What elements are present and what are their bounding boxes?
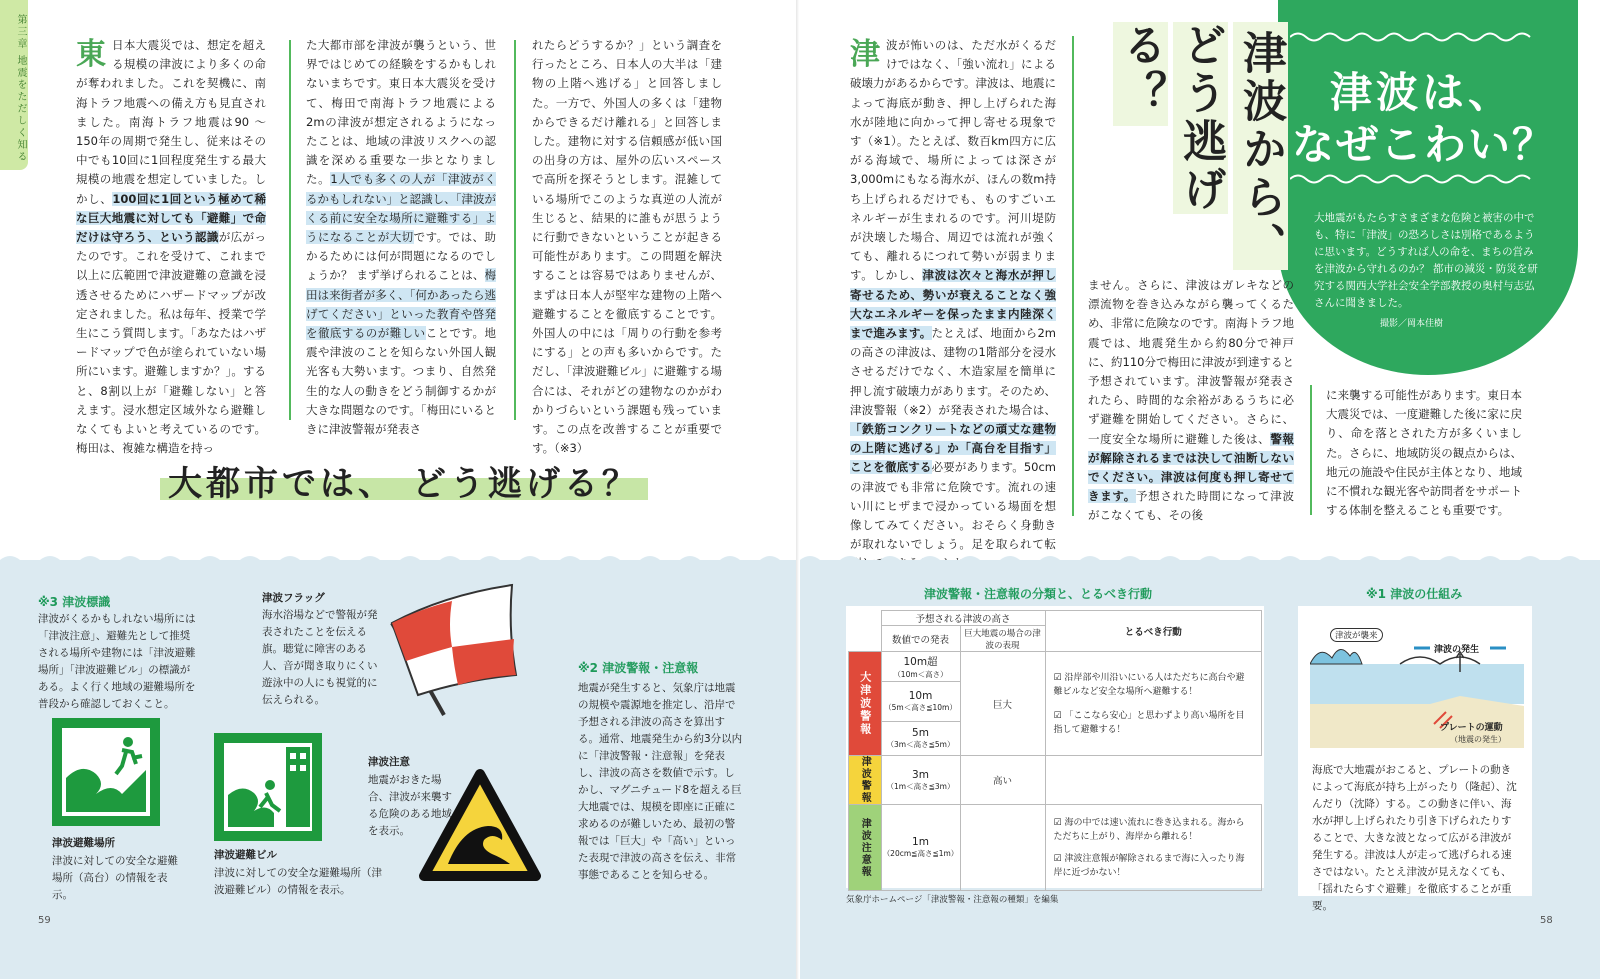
- action-1b: ☑ 「ここなら安心」と思わずより高い場所を目指して避難する！: [1053, 710, 1245, 735]
- table-title: 津波警報・注意報の分類と、とるべき行動: [924, 587, 1153, 601]
- dropcap: 津: [850, 37, 880, 72]
- text: に来襲する可能性があります。東日本大震災では、一度避難した後に家に戻り、命を落とされた方が多くいました。さらに、地域防災の観点からは、地元の施設や住民が主体となり、地域に不慣れな観光客や訪問者をサポートする体制を整えることも重要です。: [1326, 388, 1522, 518]
- sign3-title: 津波注意: [368, 756, 410, 768]
- page-number: 59: [38, 915, 51, 926]
- text: 予想された時間になって津波がこなくても、その後: [1088, 489, 1294, 523]
- text: れたらどうするか？」という調査を行ったところ、日本人の大半は「建物の上階へ逃げる」と回答しました。一方で、外国人の多くは「建物からできるだけ離れる」と回答しました。建物に対する信頼感が低い国の出身の方は、屋外の広いスペースで高所を探そうとします。混雑している場所でこのような真逆の人流が生じると、結果的に誰もが思うように行動できないということが起きる可能性があります。この問題を解決することは容易ではありませんが、まずは日本人が堅牢な建物の上階へ避難することを徹底することです。外国人の中には「周りの行動を参考にする」との声も多いからです。ただし、「津波避難ビル」に避難する場合には、それがどの建物なのかがわかりづらいという課題も残っています。この点を改善することが重要です。（※3）: [532, 38, 722, 456]
- text: が広がったのです。これを受けて、これまで以上に広範囲で津波避難の意識を浸透させるためにハザードマップが改定されました。私は毎年、授業で学生にこう質問します。「あなたはハザードマップで色が塗られていない場所にいます。避難しますか？」。すると、8割以上が「避難しない」と答えます。浸水想定区域外なら避難しなくてもよいと考えているのです。梅田は、複雑な構造を持っ: [76, 230, 267, 456]
- note2-title: ※2 津波警報・注意報: [578, 661, 699, 675]
- evacuation-area-sign-icon: [52, 718, 160, 826]
- range: （10m＜高さ）: [893, 669, 948, 679]
- diagram-label-arrival: 津波が襲来: [1330, 628, 1383, 642]
- column-rule: [289, 40, 291, 420]
- value: 5m: [912, 727, 929, 739]
- row5-value: [881, 805, 960, 891]
- value: 10m: [908, 690, 933, 702]
- sign2-text: 津波に対しての安全な避難場所（津波避難ビル）の情報を表示。: [214, 867, 382, 896]
- text: 日本大震災では、想定を超える規模の津波により多くの命が奪われました。これを契機に、南海トラフ地震への備え方も見直されました。南海トラフ地震は90 〜 150年の周期で発生し、従来はその中でも10回に1回程度発生する最大規模の地震を想定していました。しかし、: [76, 38, 266, 206]
- sign1-text: 津波に対しての安全な避難場所（高台）の情報を表示。: [52, 855, 178, 901]
- cat-warning: 津波警報: [849, 756, 882, 805]
- cat-advisory: 津波注意報: [849, 805, 882, 891]
- text: た大都市部を津波が襲うという、世界ではじめての経験をするかもしれないまちです。東日本大震災を受けて、梅田で南海トラフ地震による2mの津波が想定されるようになったことは、地域の津波リスクへの認識を深める重要な一歩となりました。: [306, 38, 496, 187]
- right-column-1: [850, 36, 1056, 574]
- column-rule: [1072, 36, 1074, 516]
- diagram-label-plate-sub: （地震の発生）: [1450, 735, 1506, 744]
- title-box: [1278, 0, 1578, 375]
- diagram-label-origin: 津波の発生: [1434, 645, 1480, 655]
- text: ません。さらに、津波はガレキなどの漂流物を巻き込みながら襲ってくるため、非常に危険なのです。南海トラフ地震では、地震発生から約80分で神戸に、約110分で梅田に津波が到達すると予想されています。津波警報が発表されたら、時間的な余裕があるうちに必ず避難を開始してください。さらに、一度安全な場所に避難した後は、: [1088, 278, 1294, 446]
- expr-high: 高い: [960, 756, 1045, 805]
- range: （5m＜高さ≦10m）: [884, 703, 957, 712]
- note1-title: ※1 津波の仕組み: [1366, 587, 1463, 601]
- text: 必要があります。50cmの津波でも非常に危険です。流れの速い川にヒザまで浸かっている場面を想像してみてください。おそらく身動きが取れないでしょう。足を取られて転: [850, 460, 1057, 552]
- range: （1m＜高さ≦3m）: [886, 781, 955, 791]
- action-2a: ☑ 海の中では速い流れに巻き込まれる。海からただちに上がり、海岸から離れる！: [1053, 817, 1245, 842]
- tsunami-caution-sign-icon: [418, 768, 542, 884]
- action-2b: ☑ 津波注意報が解除されるまで海に入ったり海岸に近づかない！: [1053, 853, 1245, 878]
- th-predicted: 予想される津波の高さ: [881, 611, 1045, 626]
- row2-value: [881, 682, 960, 722]
- action-2: [1045, 805, 1262, 891]
- right-page: [800, 0, 1600, 979]
- chapter-tab: 第三章 地震をただしく知る: [0, 0, 28, 170]
- highlight-text: 津波は次々と海水が押し寄せるため、勢いが衰えることなく強大なエネルギーを保ったまま内陸深くまで進みます。: [850, 268, 1056, 341]
- column-rule: [514, 40, 516, 420]
- th-action: とるべき行動: [1045, 611, 1262, 652]
- expr-huge: 巨大: [960, 652, 1045, 756]
- photo-credit: 撮影／岡本佳樹: [1380, 319, 1444, 329]
- row4-value: [881, 756, 960, 805]
- note3-title: ※3 津波標識: [38, 595, 111, 609]
- note3-text: 津波がくるかもしれない場所には「津波注意」、避難先として推奨される場所や建物には「津波避難場所」「津波避難ビル」の標識がある。よく行く地域の避難場所を普段から確認しておくこと。: [38, 613, 196, 710]
- page-number: 58: [1540, 915, 1553, 926]
- text: ことです。地震や津波のことを知らない外国人観光客も大勢います。つまり、自然発生的な人の動きをどう制御するかが大きな問題なのです。「梅田にいるときに津波警報が発表さ: [306, 326, 496, 437]
- main-title-line2: なぜこわい？: [1292, 120, 1557, 169]
- right-column-2: [1088, 276, 1294, 526]
- th-numeric: 数値での発表: [881, 626, 960, 652]
- intro-text: 大地震がもたらすさまざまな危険と被害の中でも、特に「津波」の恐ろしさは別格であるように思います。どうすれば人の命を、まちの営みを津波から守れるのか？ 都市の減災・防災を研究する関西大学社会安全学部教授の奥村与志弘さんに聞きました。: [1314, 212, 1538, 309]
- cat-major-warning: 大津波警報: [849, 652, 882, 756]
- value: 3m: [912, 768, 929, 781]
- expr-empty: [960, 805, 1045, 891]
- sign3-text: 地震がおきた場合、津波が来襲する危険のある地域を表示。: [368, 774, 452, 837]
- flag-text: 海水浴場などで警報が発表されたことを伝える旗。聴覚に障害のある人、音が聞き取りにくい遊泳中の人にも視覚的に伝えられる。: [262, 609, 378, 706]
- main-title-line1: 津波は、: [1330, 68, 1515, 117]
- heading-text: 大都市では、 どう逃げる？: [160, 464, 648, 504]
- sign2-title: 津波避難ビル: [214, 849, 277, 861]
- value: 10m超: [903, 655, 938, 668]
- vertical-title-text: 津波から、どう逃げる？: [1115, 22, 1286, 270]
- flag-title: 津波フラッグ: [262, 592, 325, 604]
- range: （20cm≦高さ≦1m）: [882, 849, 959, 858]
- highlight-text: 100回に1回という極めて稀な巨大地震に対しても「避難」で命だけは守ろう、という認識: [76, 191, 267, 245]
- text: 海の中では速い流れに巻き込まれる。海からただちに上がり、海岸から離れる！: [1053, 817, 1245, 842]
- right-column-3: [1326, 386, 1522, 520]
- highlight-text: 警報が解除されるまでは決して油断しないでください。津波は何度も押し寄せてきます。: [1088, 431, 1294, 504]
- evacuation-building-sign-icon: [214, 733, 322, 841]
- left-column-3: [532, 36, 722, 458]
- row1-value: [881, 652, 960, 682]
- table-source: 気象庁ホームページ「津波警報・注意報の種類」を編集: [846, 895, 1059, 905]
- warning-table: [848, 610, 1262, 891]
- highlight-text: 梅田は来街者が多く、「何かあったら逃げてください」といった教育や啓発を徹底するのが難しい: [306, 268, 496, 341]
- vertical-title: [1110, 22, 1290, 272]
- text: です。では、助かるためには何が問題になるのでしょうか？ まず挙げられることは、: [306, 230, 496, 283]
- action-1: [1045, 652, 1262, 756]
- tsunami-flag-icon: [384, 575, 524, 725]
- left-column-1: [76, 36, 266, 458]
- highlight-text: 「鉄筋コンクリートなどの頑丈な建物の上階に逃げる」か「高台を目指す」ことを徹底する: [850, 422, 1056, 475]
- value: 1m: [912, 836, 929, 848]
- text: 波が怖いのは、ただ水がくるだけではなく、「強い流れ」による破壊力があるからです。津波は、地震によって海底が動き、押し上げられた海水が陸地に向かって押し寄せる現象です（※1）。たとえば、数百km四方に広がる海域で、場所によっては深さが3,000mにもなる海水が、ほんの数m持ち上げられるだけでも、ものすごいエネルギーが生まれるのです。河川堤防が決壊した場合、周辺では流れが強くても、離れるにつれて勢いが弱まります。しかし、: [850, 38, 1056, 283]
- note1-text: 海底で大地震がおこると、プレートの動きによって海底が持ち上がったり（隆起）、沈んだり（沈降）する。この動きに伴い、海水が押し上げられたり引き下げられたりすることで、大きな波となって広がる津波が発生する。津波は人が走って逃げられる速さではない。たとえ津波が見えなくても、「揺れたらすぐ避難」を徹底することが重要。: [1312, 764, 1517, 912]
- warning-table-card: [846, 606, 1264, 888]
- text: 「ここなら安心」と思わずより高い場所を目指して避難する！: [1053, 710, 1245, 735]
- text: たとえば、地面から2mの高さの津波は、建物の1階部分を浸水させるだけでなく、木造家屋を簡単に押し流す破壊力があります。そのため、津波警報（※2）が発表された場合は、: [850, 326, 1056, 417]
- row3-value: [881, 722, 960, 756]
- left-column-2: [306, 36, 496, 439]
- th-huge: 巨大地震の場合の津波の表現: [960, 626, 1045, 652]
- range: （3m＜高さ≦5m）: [886, 740, 955, 749]
- column-rule: [1310, 385, 1312, 515]
- diagram-label-plate: プレートの運動: [1440, 723, 1503, 733]
- highlight-text: 1人でも多くの人が「津波がくるかもしれない」と認識し、「津波がくる前に安全な場所に避難する」ようになることが大切: [306, 172, 496, 245]
- sign1-title: 津波避難場所: [52, 837, 115, 849]
- text: 沿岸部や川沿いにいる人はただちに高台や避難ビルなど安全な場所へ避難する！: [1053, 672, 1245, 697]
- text: 津波注意報が解除されるまで海に入ったり海岸に近づかない！: [1053, 853, 1245, 878]
- dropcap: 東: [76, 37, 106, 72]
- note2-text: 地震が発生すると、気象庁は地震の規模や震源地を推定し、沿岸で予想される津波の高さを算出する。通常、地震発生から約3分以内に「津波警報・注意報」を発表し、津波の高さを数値で示す。しかし、マグニチュード8を超える巨大地震では、規模を即座に正確に求めるのが難しいため、最初の警報では「巨大」や「高い」といった表現で津波の高さを伝え、非常事態であることを知らせる。: [578, 682, 743, 881]
- section-heading: [160, 456, 648, 505]
- action-1a: ☑ 沿岸部や川沿いにいる人はただちに高台や避難ビルなど安全な場所へ避難する！: [1053, 672, 1245, 697]
